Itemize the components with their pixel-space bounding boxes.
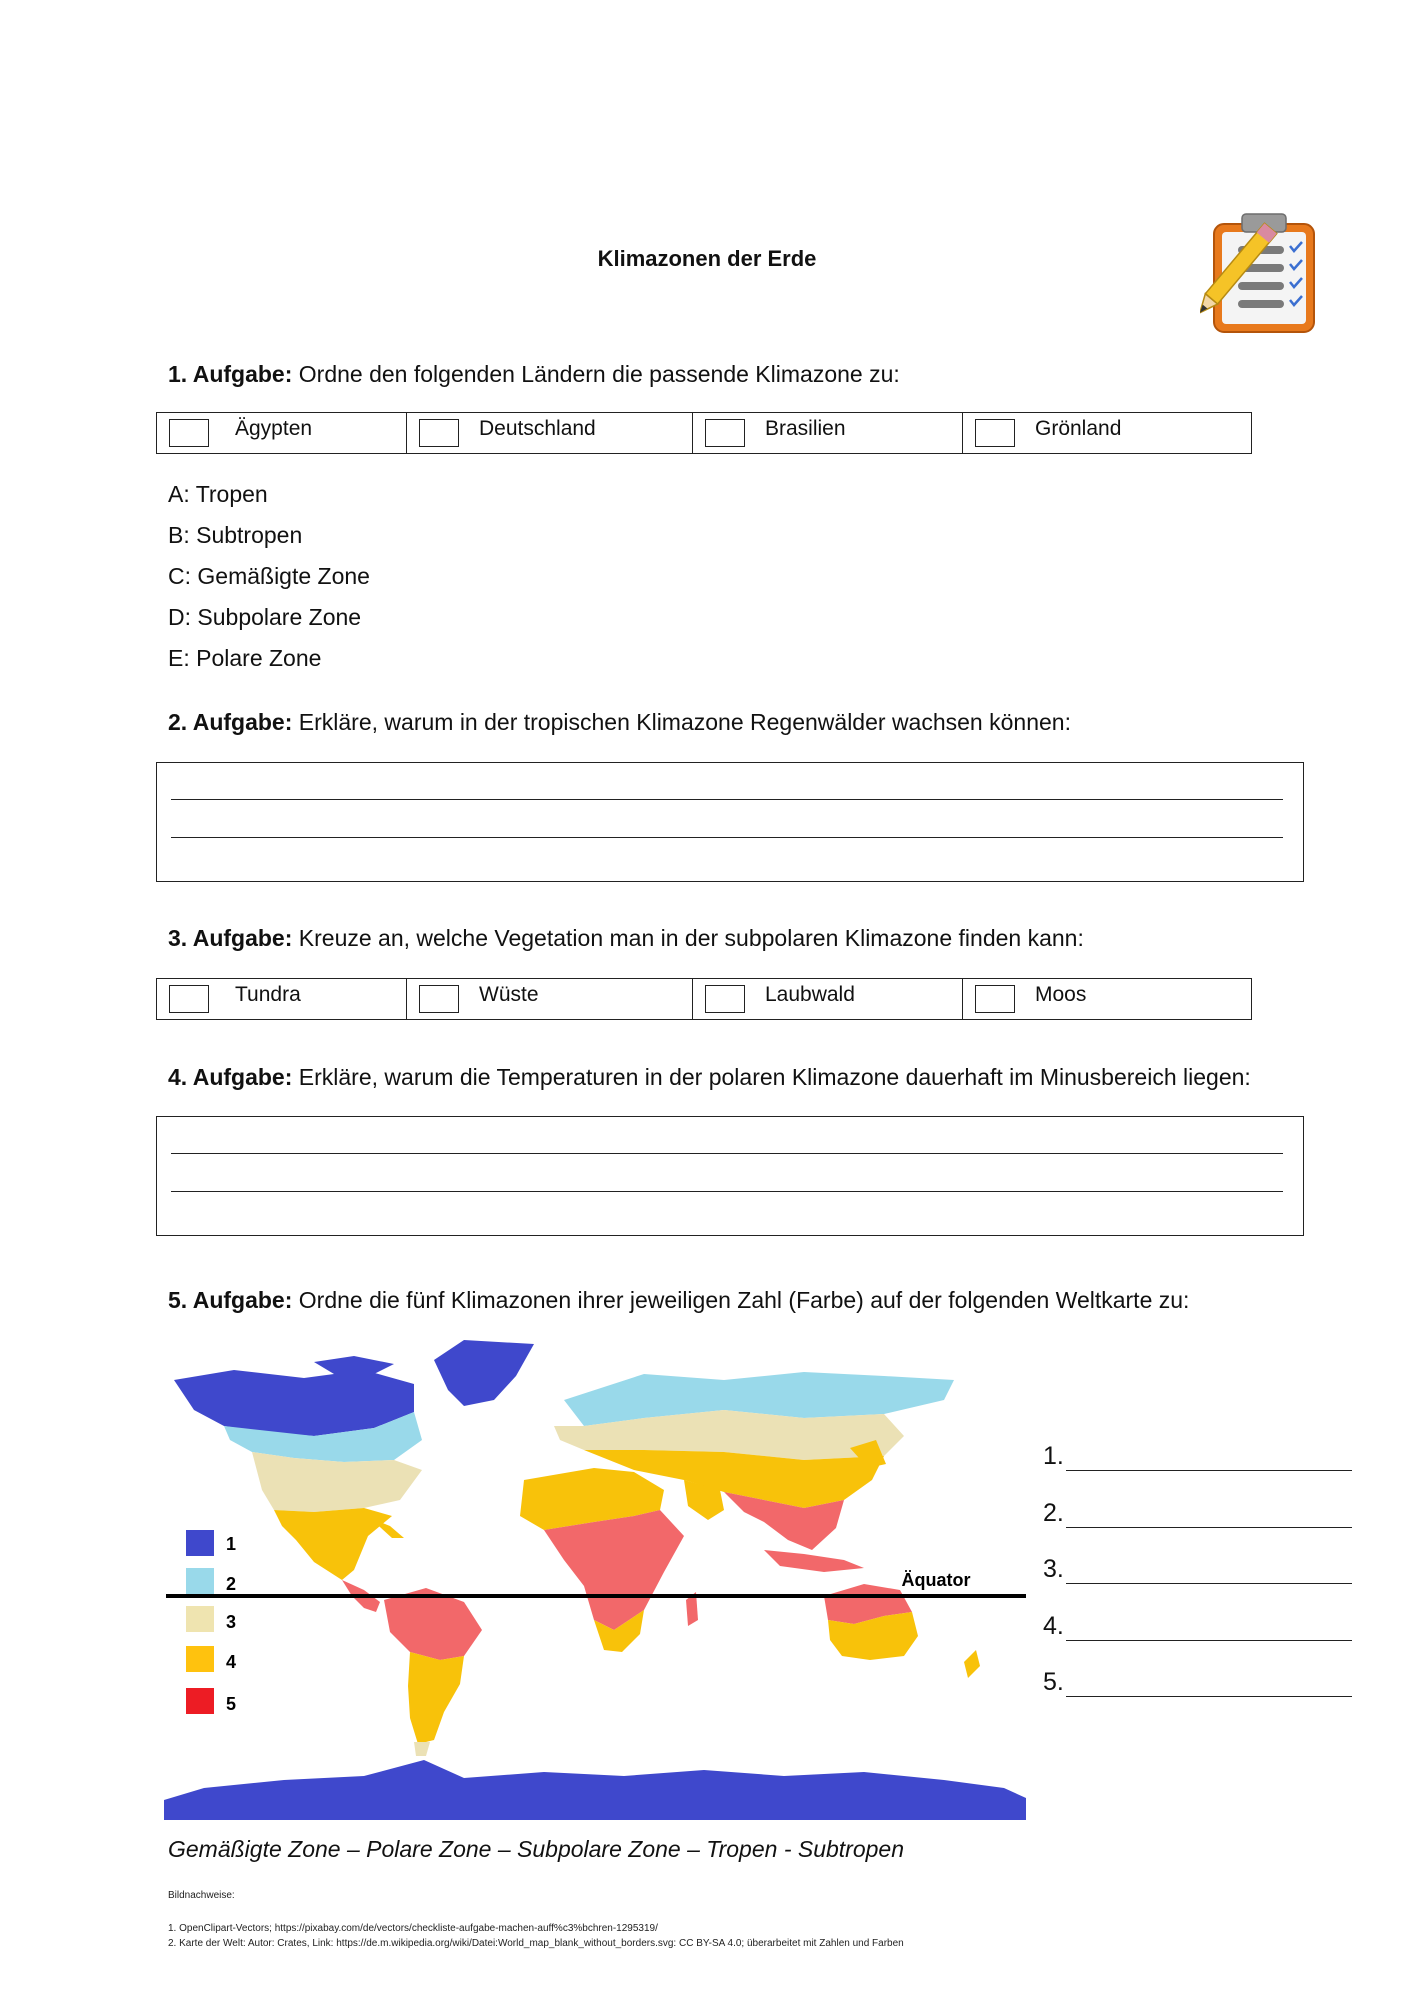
answer-number: 2. xyxy=(1043,1499,1064,1527)
south-america xyxy=(384,1588,482,1756)
greenland xyxy=(434,1340,534,1406)
task-2-text: Erkläre, warum in der tropischen Klimazone Regenwälder wachsen können: xyxy=(292,709,1071,735)
legend-number: 1 xyxy=(226,1534,237,1554)
vegetation-options-row xyxy=(156,978,1252,1020)
option-label: Laubwald xyxy=(765,983,855,1006)
task-3-label: 3. Aufgabe: xyxy=(168,925,293,951)
answer-underline xyxy=(1066,1676,1352,1697)
legend-number: 3 xyxy=(226,1612,237,1632)
zone-item: D: Subpolare Zone xyxy=(168,604,362,630)
option-cell xyxy=(407,979,693,1019)
task-5-heading xyxy=(168,1287,1189,1314)
answer-line xyxy=(171,799,1283,800)
zone-options-line: Gemäßigte Zone – Polare Zone – Subpolare Zone – Tropen - Subtropen xyxy=(168,1836,905,1862)
answer-slot[interactable] xyxy=(1043,1499,1352,1528)
page-title: Klimazonen der Erde xyxy=(597,246,817,271)
clipboard-checklist-icon xyxy=(1200,208,1324,336)
option-label: Tundra xyxy=(235,983,301,1006)
legend-swatch xyxy=(186,1646,214,1672)
task-4-label: 4. Aufgabe: xyxy=(168,1064,293,1090)
answer-checkbox[interactable] xyxy=(975,419,1015,447)
option-cell xyxy=(963,413,1250,453)
option-cell xyxy=(157,979,407,1019)
antarctica xyxy=(164,1760,1026,1820)
task-5-label: 5. Aufgabe: xyxy=(168,1287,293,1313)
equator-label: Äquator xyxy=(901,1570,971,1590)
task-3-heading xyxy=(168,925,1084,952)
option-cell xyxy=(963,979,1250,1019)
arctic-islands xyxy=(314,1356,394,1374)
legend-swatch xyxy=(186,1568,214,1594)
legend-swatch xyxy=(186,1530,214,1556)
task-4-text: Erkläre, warum die Temperaturen in der polaren Klimazone dauerhaft im Minusbereich liegen: xyxy=(292,1064,1251,1090)
africa xyxy=(520,1468,698,1652)
legend-swatch xyxy=(186,1606,214,1632)
option-label: Grönland xyxy=(1035,417,1122,440)
answer-checkbox[interactable] xyxy=(705,419,745,447)
answer-number: 1. xyxy=(1043,1442,1064,1470)
legend-number: 5 xyxy=(226,1694,237,1714)
answer-number: 4. xyxy=(1043,1612,1064,1640)
answer-checkbox[interactable] xyxy=(169,419,209,447)
task-4-answer-box[interactable] xyxy=(156,1116,1304,1236)
task-5-text: Ordne die fünf Klimazonen ihrer jeweiligen Zahl (Farbe) auf der folgenden Weltkarte zu: xyxy=(292,1287,1190,1313)
world-climate-map xyxy=(164,1340,1026,1820)
answer-checkbox[interactable] xyxy=(975,985,1015,1013)
legend-number: 2 xyxy=(226,1574,237,1594)
answer-slot[interactable] xyxy=(1043,1612,1352,1641)
option-cell xyxy=(693,413,963,453)
credits-heading: Bildnachweise: xyxy=(168,1890,235,1901)
option-label: Moos xyxy=(1035,983,1087,1006)
answer-number: 3. xyxy=(1043,1555,1064,1583)
legend-swatch xyxy=(186,1688,214,1714)
answer-line xyxy=(171,1153,1283,1154)
task-2-label: 2. Aufgabe: xyxy=(168,709,293,735)
option-cell xyxy=(407,413,693,453)
country-options-row xyxy=(156,412,1252,454)
answer-line xyxy=(171,837,1283,838)
answer-checkbox[interactable] xyxy=(705,985,745,1013)
task-3-text: Kreuze an, welche Vegetation man in der subpolaren Klimazone finden kann: xyxy=(292,925,1084,951)
answer-checkbox[interactable] xyxy=(419,419,459,447)
answer-number: 5. xyxy=(1043,1668,1064,1696)
australia xyxy=(824,1584,980,1678)
task-2-answer-box[interactable] xyxy=(156,762,1304,882)
answer-checkbox[interactable] xyxy=(169,985,209,1013)
task-1-heading xyxy=(168,361,900,388)
answer-underline xyxy=(1066,1507,1352,1528)
answer-line xyxy=(171,1191,1283,1192)
answer-slot[interactable] xyxy=(1043,1668,1352,1697)
task-1-text: Ordne den folgenden Ländern die passende Klimazone zu: xyxy=(292,361,900,387)
option-label: Wüste xyxy=(479,983,539,1006)
option-cell xyxy=(157,413,407,453)
task-1-label: 1. Aufgabe: xyxy=(168,361,293,387)
option-label: Brasilien xyxy=(765,417,846,440)
answer-underline xyxy=(1066,1450,1352,1471)
task-4-heading xyxy=(168,1064,1251,1091)
zone-item: A: Tropen xyxy=(168,481,268,507)
answer-slot[interactable] xyxy=(1043,1442,1352,1471)
map-legend xyxy=(186,1530,236,1714)
answer-checkbox[interactable] xyxy=(419,985,459,1013)
answer-underline xyxy=(1066,1563,1352,1584)
answer-slot[interactable] xyxy=(1043,1555,1352,1584)
zone-item: C: Gemäßigte Zone xyxy=(168,563,370,589)
credit-line: 1. OpenClipart-Vectors; https://pixabay.com/de/vectors/checkliste-aufgabe-machen-auff%c3%bchren-1295319/ xyxy=(168,1923,658,1934)
southeast-asia-islands xyxy=(764,1550,864,1572)
zone-item: E: Polare Zone xyxy=(168,645,322,671)
legend-number: 4 xyxy=(226,1652,237,1672)
option-cell xyxy=(693,979,963,1019)
option-label: Deutschland xyxy=(479,417,596,440)
zone-item: B: Subtropen xyxy=(168,522,303,548)
option-label: Ägypten xyxy=(235,417,313,440)
credit-line: 2. Karte der Welt: Autor: Crates, Link: https://de.m.wikipedia.org/wiki/Datei:World_map_blank_without_borders.svg: CC BY-SA 4.0; überarbeitet mit Zahlen und Farben xyxy=(168,1938,904,1949)
answer-underline xyxy=(1066,1620,1352,1641)
task-2-heading xyxy=(168,709,1071,736)
